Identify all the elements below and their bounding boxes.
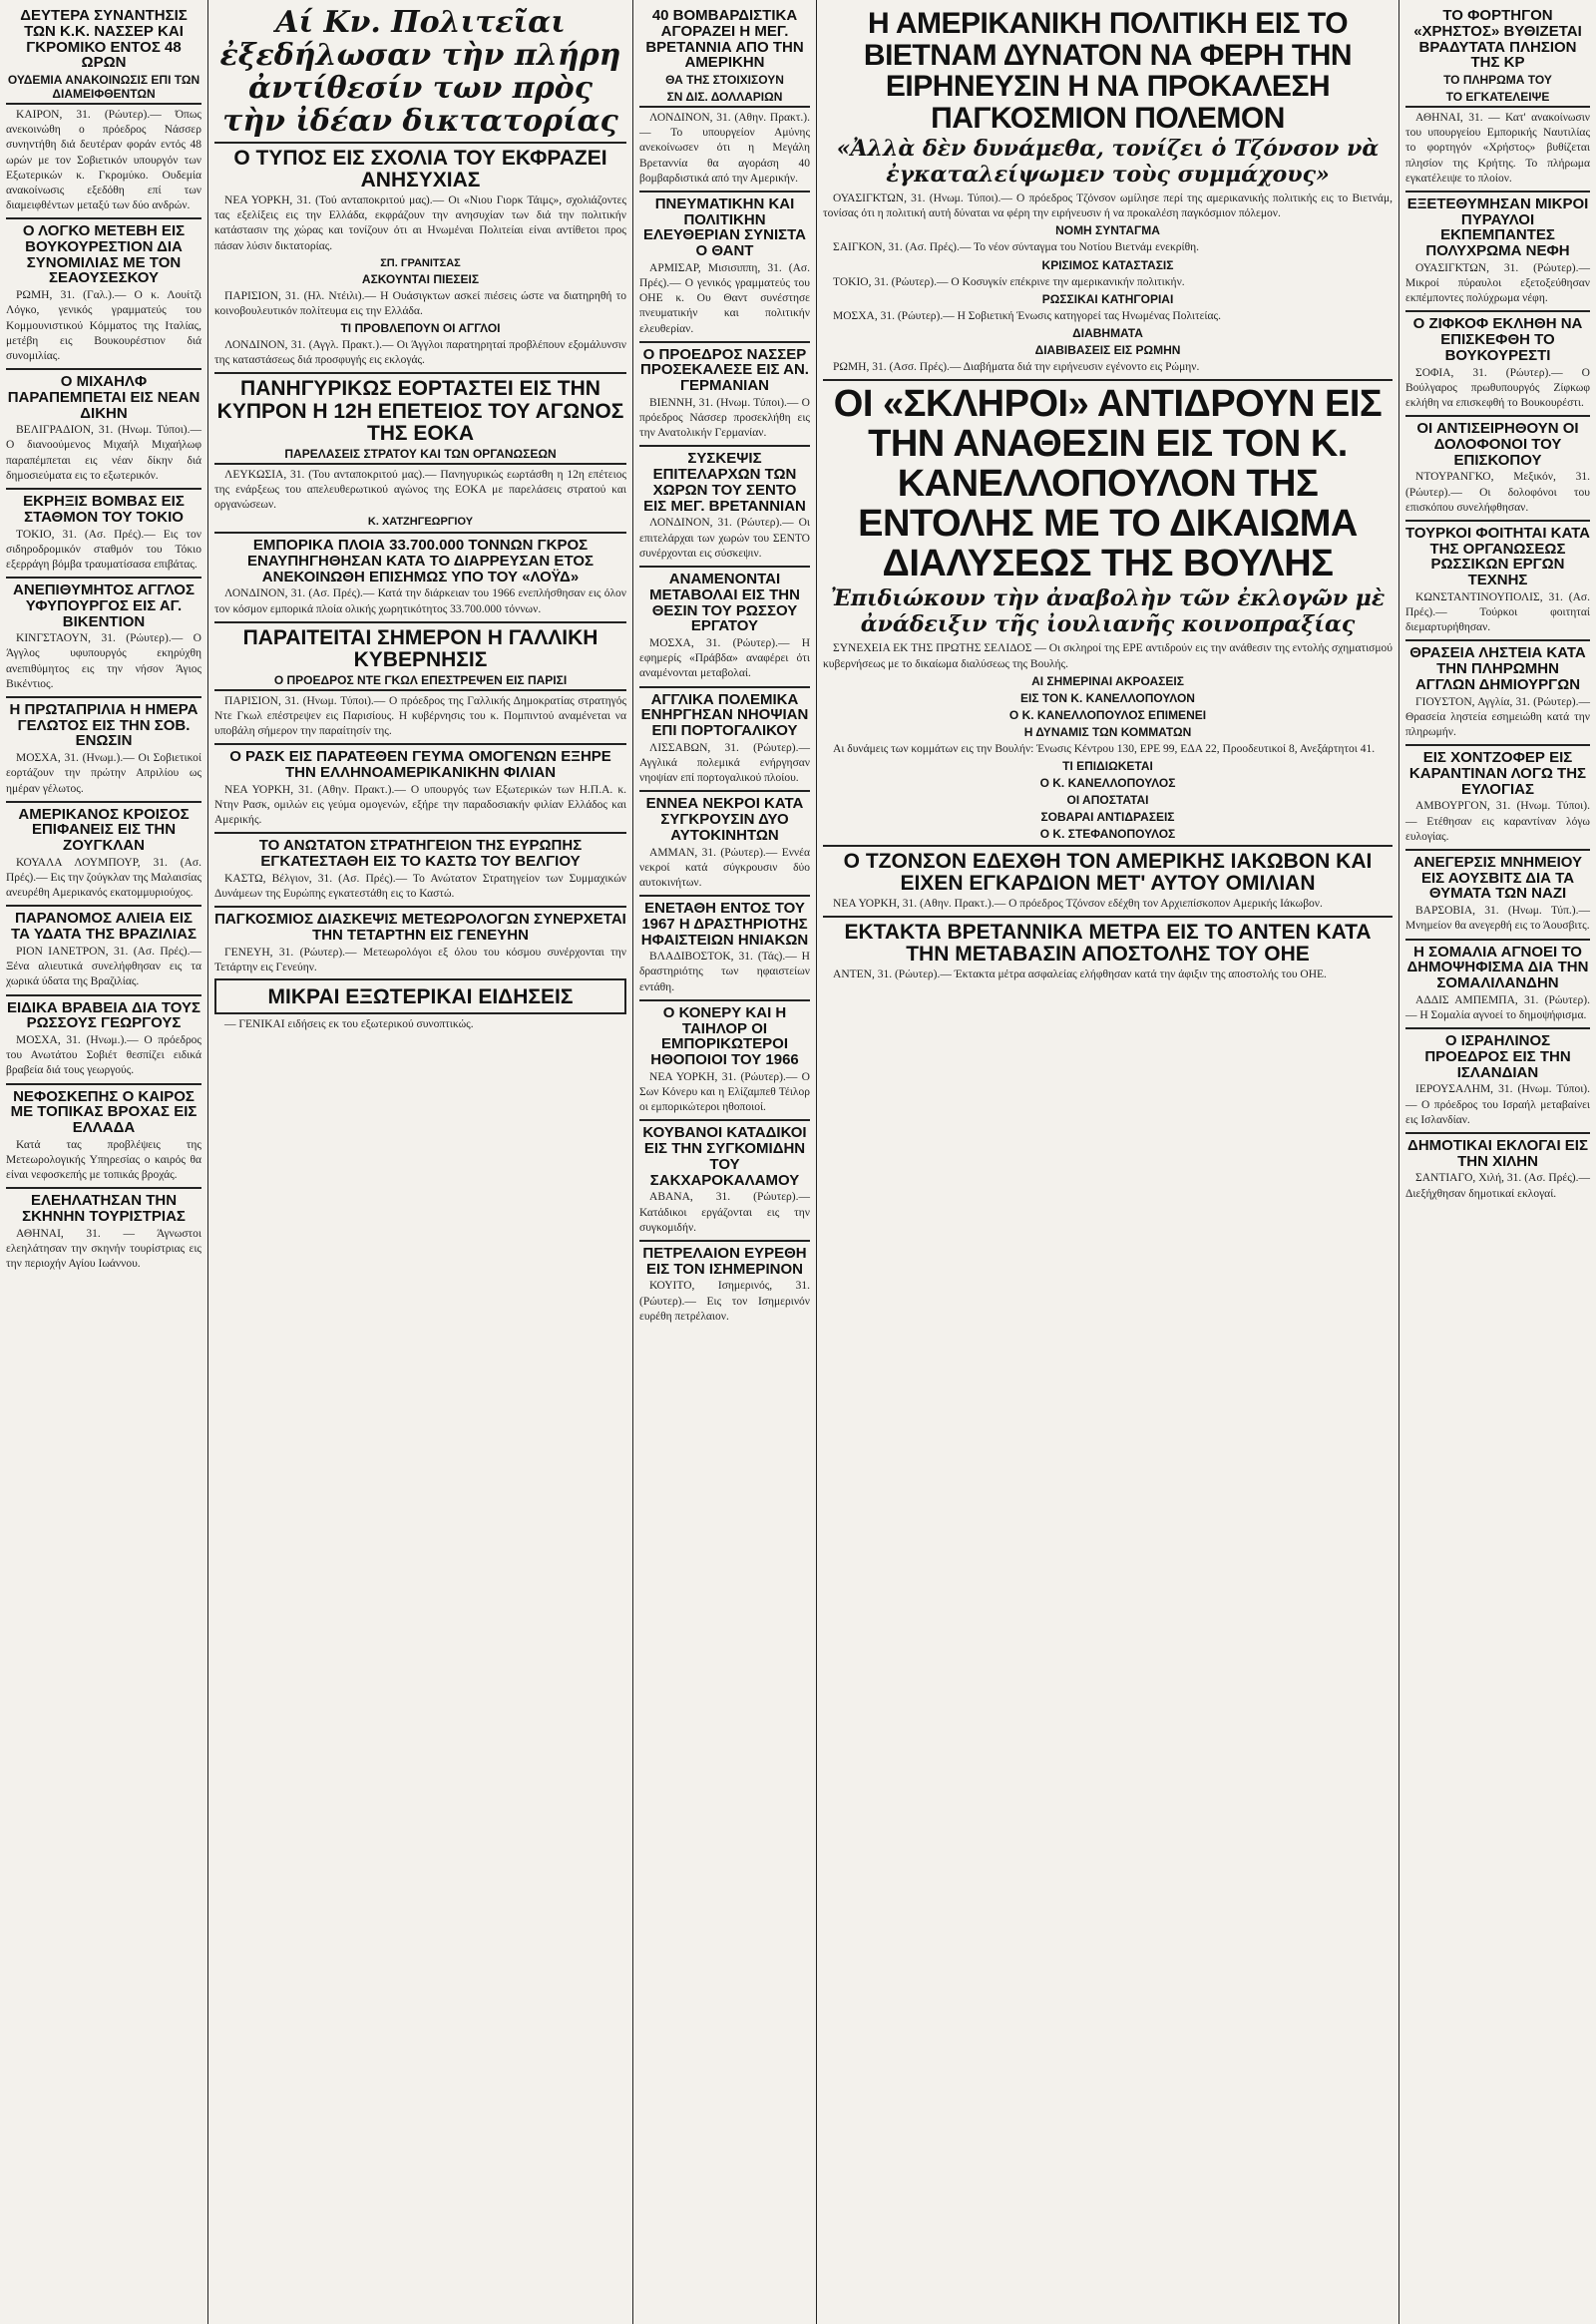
subheadline: ΝΟΜΗ ΣΥΝΤΑΓΜΑ — [1055, 223, 1160, 238]
headline: ΣΥΣΚΕΨΙΣ ΕΠΙΤΕΛΑΡΧΩΝ ΤΩΝ ΧΩΡΩΝ ΤΟΥ ΣΕΝΤΟ ΕΙΣ ΜΕΓ. ΒΡΕΤΑΝΝΙΑΝ — [643, 450, 806, 515]
article-text: ΙΕΡΟΥΣΑΛΗΜ, 31. (Ηνωμ. Τύποι).— Ο πρόεδρος του Ισραήλ μεταβαίνει εις Ισλανδίαν. — [1405, 1083, 1590, 1126]
article-text: ΒΙΕΝΝΗ, 31. (Ηνωμ. Τύποι).— Ο πρόεδρος Νάσσερ προσεκλήθη εις την Ανατολικήν Γερμανίαν. — [639, 396, 810, 440]
column-1 — [0, 0, 207, 2324]
article-text: ΚΟΥΙΤΟ, Ισημερινός, 31. (Ρώυτερ).— Εις τον Ισημερινόν ευρέθη πετρέλαιον. — [639, 1280, 810, 1323]
headline: ΑΓΓΛΙΚΑ ΠΟΛΕΜΙΚΑ ΕΝΗΡΓΗΣΑΝ ΝΗΟΨΙΑΝ ΕΠΙ ΠΟΡΤΟΓΑΛΙΚΟΥ — [640, 690, 809, 740]
article-text: ΚΩΝΣΤΑΝΤΙΝΟΥΠΟΛΙΣ, 31. (Ασ. Πρές).— Τούρκοι φοιτηταί διεμαρτυρήθησαν. — [1405, 590, 1590, 634]
headline: ΠΑΝΗΓΥΡΙΚΩΣ ΕΟΡΤΑΣΤΕΙ ΕΙΣ ΤΗΝ ΚΥΠΡΟΝ Η 12Η ΕΠΕΤΕΙΟΣ ΤΟΥ ΑΓΩΝΟΣ ΤΗΣ ΕΟΚΑ — [216, 377, 624, 445]
subheadline: ΣΟΒΑΡΑΙ ΑΝΤΙΔΡΑΣΕΙΣ — [1040, 810, 1175, 824]
subheadline: ΚΡΙΣΙΜΟΣ ΚΑΤΑΣΤΑΣΙΣ — [1041, 257, 1174, 272]
column-2 — [208, 0, 632, 2324]
article-text: — ΓΕΝΙΚΑΙ ειδήσεις εκ του εξωτερικού συνοπτικώς. — [224, 1018, 474, 1031]
article-text: ΑΡΜΙΣΑΡ, Μισισιππη, 31. (Ασ. Πρές).— Ο γενικός γραμματεύς του ΟΗΕ κ. Ου Θαντ συνέστησε πνευματικήν και πολιτικήν ελευθερίαν. — [639, 261, 810, 335]
headline: Ο ΖΙΦΚΟΦ ΕΚΛΗΘΗ ΝΑ ΕΠΙΣΚΕΦΘΗ ΤΟ ΒΟΥΚΟΥΡΕΣΤΙ — [1412, 315, 1583, 364]
column-5 — [1399, 0, 1596, 2324]
subheadline: ΟΙ ΑΠΟΣΤΑΤΑΙ — [1066, 793, 1149, 807]
article-text: ΝΕΑ ΥΟΡΚΗ, 31. (Αθην. Πρακτ.).— Ο υπουργός των Εξωτερικών των Η.Π.Α. κ. Ντην Ρασκ, ομιλών εις γεύμα ομογενών, εξήρε την παραδοσιακήν φιλίαν Ελλάδος και Αμερικής. — [214, 783, 626, 827]
divider — [6, 368, 201, 370]
headline: ΑΝΕΓΕΡΣΙΣ ΜΝΗΜΕΙΟΥ ΕΙΣ ΑΟΥΣΒΙΤΣ ΔΙΑ ΤΑ ΘΥΜΑΤΑ ΤΩΝ ΝΑΖΙ — [1412, 853, 1583, 903]
subheadline: ΤΙ ΠΡΟΒΛΕΠΟΥΝ ΟΙ ΑΓΓΛΟΙ — [340, 321, 501, 336]
divider — [214, 621, 626, 623]
headline: ΕΛΕΗΛΑΤΗΣΑΝ ΤΗΝ ΣΚΗΝΗΝ ΤΟΥΡΙΣΤΡΙΑΣ — [22, 1192, 186, 1226]
divider — [1405, 415, 1590, 417]
divider — [214, 532, 626, 534]
article-text: ΣΑΝΤΙΑΓΟ, Χιλή, 31. (Ασ. Πρές).— Διεξήχθησαν δημοτικαί εκλογαί. — [1405, 1172, 1590, 1200]
headline: ΔΕΥΤΕΡΑ ΣΥΝΑΝΤΗΣΙΣ ΤΩΝ Κ.Κ. ΝΑΣΣΕΡ ΚΑΙ ΓΚΡΟΜΙΚΟ ΕΝΤΟΣ 48 ΩΡΩΝ — [20, 7, 188, 72]
divider — [6, 1187, 201, 1189]
divider — [639, 341, 810, 343]
headline: ΘΡΑΣΕΙΑ ΛΗΣΤΕΙΑ ΚΑΤΑ ΤΗΝ ΠΛΗΡΩΜΗΝ ΑΓΓΛΩΝ ΔΗΜΙΟΥΡΓΩΝ — [1409, 644, 1586, 693]
headline: Ο ΙΣΡΑΗΛΙΝΟΣ ΠΡΟΕΔΡΟΣ ΕΙΣ ΤΗΝ ΙΣΛΑΝΔΙΑΝ — [1424, 1032, 1571, 1081]
headline: ΕΙΔΙΚΑ ΒΡΑΒΕΙΑ ΔΙΑ ΤΟΥΣ ΡΩΣΣΟΥΣ ΓΕΩΡΓΟΥΣ — [6, 998, 201, 1032]
headline: Ο ΚΟΝΕΡΥ ΚΑΙ Η ΤΑΙΗΛΟΡ ΟΙ ΕΜΠΟΡΙΚΩΤΕΡΟΙ ΗΘΟΠΟΙΟΙ ΤΟΥ 1966 — [650, 1003, 799, 1069]
subheadline: ΤΟ ΠΛΗΡΩΜΑ ΤΟΥ — [1443, 73, 1552, 87]
subheadline: Ο Κ. ΚΑΝΕΛΛΟΠΟΥΛΟΣ ΕΠΙΜΕΝΕΙ — [1008, 707, 1207, 722]
divider — [6, 905, 201, 907]
divider — [639, 999, 810, 1001]
article-text: ΓΙΟΥΣΤΟΝ, Αγγλία, 31. (Ρώυτερ).— Θρασεία ληστεία εσημειώθη κατά την πληρωμήν. — [1405, 695, 1590, 739]
lead-headline: Αί Κν. Πολιτεῖαι ἐξεδήλωσαν τὴν πλήρη ἀντίθεσίν των πρὸς τὴν ἰδέαν δικτατορίας — [219, 5, 621, 139]
article-text: ΑΒΑΝΑ, 31. (Ρώυτερ).— Κατάδικοι εργάζονται εις την συγκομιδήν. — [639, 1191, 810, 1234]
article-text: ΑΔΔΙΣ ΑΜΠΕΜΠΑ, 31. (Ρώυτερ).— Η Σομαλία αγνοεί το δημοψήφισμα. — [1405, 993, 1590, 1021]
headline: Ο ΤΥΠΟΣ ΕΙΣ ΣΧΟΛΙΑ ΤΟΥ ΕΚΦΡΑΖΕΙ ΑΝΗΣΥΧΙΑΣ — [233, 147, 607, 193]
subheadline: Ο Κ. ΣΤΕΦΑΝΟΠΟΥΛΟΣ — [1039, 827, 1176, 841]
divider — [214, 142, 626, 144]
headline: ΜΙΚΡΑΙ ΕΞΩΤΕΡΙΚΑΙ ΕΙΔΗΣΕΙΣ — [267, 985, 574, 1009]
headline: ΠΑΓΚΟΣΜΙΟΣ ΔΙΑΣΚΕΨΙΣ ΜΕΤΕΩΡΟΛΟΓΩΝ ΣΥΝΕΡΧΕΤΑΙ ΤΗΝ ΤΕΤΑΡΤΗΝ ΕΙΣ ΓΕΝΕΥΗΝ — [214, 911, 626, 944]
article-text: ΛΟΝΔΙΝΟΝ, 31. (Αθην. Πρακτ.).— Το υπουργείον Αμύνης ανεκοίνωσεν ότι η Μεγάλη Βρεταννία θα αγοράση 40 βομβαρδιστικά από την Αμερικήν. — [639, 112, 810, 185]
article-text: ΝΕΑ ΥΟΡΚΗ, 31. (Τού ανταποκριτού μας).— Οι «Νιου Γιορκ Τάιμς», σχολιάζοντες τας εξελίξεις εις την Ελλάδα, εκφράζουν την ανησυχίαν των διά την πολιτικήν κατάστασιν της χώρας και τονίζουν ότι αι Ηνωμέναι Πολιτείαι είναι αντίθετοι προς πάσαν λύσιν δικτατορίας. — [214, 194, 626, 252]
italic-subheadline: «Ἀλλὰ δὲν δυνάμεθα, τονίζει ὁ Τζόνσον νὰ ἐγκαταλείψωμεν τοὺς συμμάχους» — [836, 136, 1380, 188]
divider — [639, 1119, 810, 1121]
headline: ΕΙΣ ΧΟΝΤΖΟΦΕΡ ΕΙΣ ΚΑΡΑΝΤΙΝΑΝ ΛΟΓΩ ΤΗΣ ΕΥΛΟΓΙΑΣ — [1408, 749, 1587, 798]
divider — [214, 832, 626, 834]
column-3 — [633, 0, 816, 2324]
divider — [6, 217, 201, 219]
headline: ΠΑΡΑΝΟΜΟΣ ΑΛΙΕΙΑ ΕΙΣ ΤΑ ΥΔΑΤΑ ΤΗΣ ΒΡΑΖΙΛΙΑΣ — [11, 910, 197, 944]
lead-headline: ΟΙ «ΣΚΛΗΡΟΙ» ΑΝΤΙΔΡΟΥΝ ΕΙΣ ΤΗΝ ΑΝΑΘΕΣΙΝ ΕΙΣ ΤΟΝ Κ. ΚΑΝΕΛΛΟΠΟΥΛΟΝ ΤΗΣ ΕΝΤΟΛΗΣ ΜΕ ΤΟ ΔΙΚΑΙΩΜΑ ΔΙΑΛΥΣΕΩΣ ΤΗΣ ΒΟΥΛΗΣ — [833, 383, 1383, 584]
headline: ΕΚΡΗΞΙΣ ΒΟΜΒΑΣ ΕΙΣ ΣΤΑΘΜΟΝ ΤΟΥ ΤΟΚΙΟ — [23, 493, 185, 526]
divider — [214, 906, 626, 908]
divider — [214, 743, 626, 745]
article-text: ΚΙΝΓΣΤΑΟΥΝ, 31. (Ρώυτερ).— Ο Άγγλος υφυπουργός εκηρύχθη ανεπιθύμητος εις την νήσον Άγιος Βικέντιος. — [6, 632, 201, 690]
headline: Η ΠΡΩΤΑΠΡΙΛΙΑ Η ΗΜΕΡΑ ΓΕΛΩΤΟΣ ΕΙΣ ΤΗΝ ΣΟΒ. ΕΝΩΣΙΝ — [9, 700, 199, 750]
subheadline: ΟΥΔΕΜΙΑ ΑΝΑΚΟΙΝΩΣΙΣ ΕΠΙ ΤΩΝ ΔΙΑΜΕΙΦΘΕΝΤΩΝ — [6, 73, 201, 105]
subheadline: ΔΙΑΒΙΒΑΣΕΙΣ ΕΙΣ ΡΩΜΗΝ — [1034, 342, 1181, 357]
divider — [1405, 744, 1590, 746]
article-text: ΜΟΣΧΑ, 31. (Ηνωμ.).— Οι Σοβιετικοί εορτάζουν την πρώτην Απριλίου ως ημέραν γέλωτος. — [6, 752, 201, 795]
article-text: ΜΟΣΧΑ, 31. (Ρώυτερ).— Η εφημερίς «Πράβδα» αναφέρει ότι αναμένονται μεταβολαί. — [639, 637, 810, 680]
headline: Ο ΠΡΟΕΔΡΟΣ ΝΑΣΣΕΡ ΠΡΟΣΕΚΑΛΕΣΕ ΕΙΣ ΑΝ. ΓΕΡΜΑΝΙΑΝ — [640, 345, 809, 395]
headline: ΑΝΑΜΕΝΟΝΤΑΙ ΜΕΤΑΒΟΛΑΙ ΕΙΣ ΤΗΝ ΘΕΣΙΝ ΤΟΥ ΡΩΣΣΟΥ ΕΡΓΑΤΟΥ — [649, 571, 800, 635]
headline: Ο ΤΖΟΝΣΟΝ ΕΔΕΧΘΗ ΤΟΝ ΑΜΕΡΙΚΗΣ ΙΑΚΩΒΟΝ ΚΑΙ ΕΙΧΕΝ ΕΓΚΑΡΔΙΟΝ ΜΕΤ' ΑΥΤΟΥ ΟΜΙΛΙΑΝ — [843, 850, 1373, 896]
subheadline: ΔΙΑΒΗΜΑΤΑ — [1072, 325, 1143, 340]
article-text: ΒΕΛΙΓΡΑΔΙΟΝ, 31. (Ηνωμ. Τύποι).— Ο διανοούμενος Μιχαήλ Μιχαήλωφ παραπέμπεται εις νέαν δίκην διά δημοσιεύματα εις το εξωτερικόν. — [6, 424, 201, 482]
divider — [6, 696, 201, 698]
article-text: ΒΛΑΔΙΒΟΣΤΟΚ, 31. (Τάς).— Η δραστηριότης των ηφαιστείων εντάθη. — [639, 951, 810, 993]
byline: ΣΠ. ΓΡΑΝΙΤΣΑΣ — [380, 256, 461, 269]
divider — [823, 845, 1393, 847]
article-text: ΡΩΜΗ, 31. (Ασσ. Πρές).— Διαβήματα διά την ειρήνευσιν εγένοντο εις Ρώμην. — [833, 360, 1200, 373]
divider — [1405, 939, 1590, 941]
headline: Ο ΡΑΣΚ ΕΙΣ ΠΑΡΑΤΕΘΕΝ ΓΕΥΜΑ ΟΜΟΓΕΝΩΝ ΕΞΗΡΕ ΤΗΝ ΕΛΛΗΝΟΑΜΕΡΙΚΑΝΙΚΗΝ ΦΙΛΙΑΝ — [229, 748, 611, 782]
article-text: ΡΩΜΗ, 31. (Γαλ.).— Ο κ. Λουίτζι Λόγκο, γενικός γραμματεύς του Κομμουνιστικού Κόμματος της Ιταλίας, μετέβη εις Βουκουρέστιον διά συνομιλίας. — [6, 289, 201, 362]
headline: Η ΣΟΜΑΛΙΑ ΑΓΝΟΕΙ ΤΟ ΔΗΜΟΨΗΦΙΣΜΑ ΔΙΑ ΤΗΝ ΣΟΜΑΛΙΛΑΝΔΗΝ — [1406, 943, 1589, 992]
article-text: ΝΤΟΥΡΑΝΓΚΟ, Μεξικόν, 31. (Ρώυτερ).— Οι δολοφόνοι του επισκόπου συνελήφθησαν. — [1405, 471, 1590, 514]
headline: Ο ΛΟΓΚΟ ΜΕΤΕΒΗ ΕΙΣ ΒΟΥΚΟΥΡΕΣΤΙΟΝ ΔΙΑ ΣΥΝΟΜΙΛΙΑΣ ΜΕ ΤΟΝ ΣΕΑΟΥΣΕΣΚΟΥ — [22, 222, 186, 287]
subheadline: ΘΑ ΤΗΣ ΣΤΟΙΧΙΣΟΥΝ — [665, 73, 784, 87]
divider — [639, 790, 810, 792]
column-4 — [817, 0, 1398, 2324]
divider — [1405, 1132, 1590, 1134]
subheadline: ΤΟ ΕΓΚΑΤΕΛΕΙΨΕ — [1405, 90, 1590, 108]
article-text: ΑΘΗΝΑΙ, 31. — Κατ' ανακοίνωσιν του υπουργείου Εμπορικής Ναυτιλίας το φορτηγόν «Χρήστος» βυθίζεται πλησίον της Κρήτης. Το πλήρωμα εγκατέλειψε το πλοίον. — [1405, 112, 1590, 185]
divider — [6, 1083, 201, 1085]
article-text: ΛΟΝΔΙΝΟΝ, 31. (Αγγλ. Πρακτ.).— Οι Άγγλοι παρατηρηταί προβλέπουν εξομάλυνσιν της καταστάσεως διά προσφυγής εις εκλογάς. — [214, 339, 626, 367]
headline: ΕΜΠΟΡΙΚΑ ΠΛΟΙΑ 33.700.000 ΤΟΝΝΩΝ ΓΚΡΟΣ ΕΝΑΥΠΗΓΗΘΗΣΑΝ ΚΑΤΑ ΤΟ ΔΙΑΡΡΕΥΣΑΝ ΕΤΟΣ ΑΝΕΚΟΙΝΩΘΗ ΕΠΙΣΗΜΩΣ ΥΠΟ ΤΟΥ «ΛΟΫΔ» — [247, 537, 594, 585]
headline: ΟΙ ΑΝΤΙΣΕΙΡΗΘΟΥΝ ΟΙ ΔΟΛΟΦΟΝΟΙ ΤΟΥ ΕΠΙΣΚΟΠΟΥ — [1416, 420, 1579, 469]
article-text: ΛΟΝΔΙΝΟΝ, 31. (Ασ. Πρές).— Κατά την διάρκειαν του 1966 ενεπλήσθησαν εις όλον τον κόσμον εμπορικά πλοία ολικής χωρητικότητος 33.700.000 τόννων. — [214, 587, 626, 615]
article-text: ΤΟΚΙΟ, 31. (Ρώυτερ).— Ο Κοσυγκίν επέκρινε την αμερικανικήν πολιτικήν. — [833, 275, 1185, 288]
headline: ΠΕΤΡΕΛΑΙΟΝ ΕΥΡΕΘΗ ΕΙΣ ΤΟΝ ΙΣΗΜΕΡΙΝΟΝ — [642, 1244, 807, 1278]
article-text: ΣΟΦΙΑ, 31. (Ρώυτερ).— Ο Βούλγαρος πρωθυπουργός Ζίφκωφ εκλήθη να επισκεφθή το Βουκουρέστι. — [1405, 366, 1590, 409]
italic-subheadline: Ἐπιδιώκουν τὴν ἀναβολὴν τῶν ἐκλογῶν μὲ ἀνάδειξιν τῆς ἰουλιανῆς κοινοπραξίας — [830, 585, 1386, 638]
headline: 40 ΒΟΜΒΑΡΔΙΣΤΙΚΑ ΑΓΟΡΑΖΕΙ Η ΜΕΓ. ΒΡΕΤΑΝΝΙΑ ΑΠΟ ΤΗΝ ΑΜΕΡΙΚΗΝ — [645, 7, 804, 72]
subheadline: ΣΝ ΔΙΣ. ΔΟΛΛΑΡΙΩΝ — [639, 90, 810, 108]
divider — [6, 488, 201, 490]
divider — [6, 577, 201, 579]
article-text: ΚΑΣΤΩ, Βέλγιον, 31. (Ασ. Πρές).— Το Ανώτατον Στρατηγείον των Συμμαχικών Δυνάμεων της Ευρώπης εγκατεστάθη εις το Καστώ. — [214, 872, 626, 901]
divider — [214, 372, 626, 374]
divider — [823, 379, 1393, 381]
divider — [639, 1240, 810, 1242]
divider — [639, 895, 810, 897]
headline: ΕΚΤΑΚΤΑ ΒΡΕΤΑΝΝΙΚΑ ΜΕΤΡΑ ΕΙΣ ΤΟ ΑΝΤΕΝ ΚΑΤΑ ΤΗΝ ΜΕΤΑΒΑΣΙΝ ΑΠΟΣΤΟΛΗΣ ΤΟΥ ΟΗΕ — [844, 921, 1372, 967]
subheadline: ΕΙΣ ΤΟΝ Κ. ΚΑΝΕΛΛΟΠΟΥΛΟΝ — [1020, 690, 1195, 705]
headline: ΤΟ ΦΟΡΤΗΓΟΝ «ΧΡΗΣΤΟΣ» ΒΥΘΙΖΕΤΑΙ ΒΡΑΔΥΤΑΤΑ ΠΛΗΣΙΟΝ ΤΗΣ ΚΡ — [1413, 7, 1582, 72]
byline: Κ. ΧΑΤΖΗΓΕΩΡΓΙΟΥ — [367, 516, 474, 529]
headline: ΕΝΝΕΑ ΝΕΚΡΟΙ ΚΑΤΑ ΣΥΓΚΡΟΥΣΙΝ ΔΥΟ ΑΥΤΟΚΙΝΗΤΩΝ — [645, 795, 804, 844]
headline: ΚΟΥΒΑΝΟΙ ΚΑΤΑΔΙΚΟΙ ΕΙΣ ΤΗΝ ΣΥΓΚΟΜΙΔΗΝ ΤΟΥ ΣΑΚΧΑΡΟΚΑΛΑΜΟΥ — [642, 1124, 807, 1189]
article-text: ΚΑΙΡΟΝ, 31. (Ρώυτερ).— Όπως ανεκοινώθη ο πρόεδρος Νάσσερ συνηντήθη διά δευτέραν φοράν εντός 48 ωρών με τον Σοβιετικόν υπουργόν των Εξωτερικών κ. Γκρομύκο. Ουδεμία ανακοίνωσις εξεδόθη επί των διαμειφθέντων μεταξύ των δύο ανδρών. — [6, 109, 201, 212]
article-text: ΠΑΡΙΣΙΟΝ, 31. (Ηλ. Ντέιλι).— Η Ουάσιγκτων ασκεί πιέσεις ώστε να διατηρηθή το κοινοβουλευτικόν πολίτευμα εις την Ελλάδα. — [214, 289, 626, 317]
divider — [639, 445, 810, 447]
headline: ΠΝΕΥΜΑΤΙΚΗΝ ΚΑΙ ΠΟΛΙΤΙΚΗΝ ΕΛΕΥΘΕΡΙΑΝ ΣΥΝΙΣΤΑ Ο ΘΑΝΤ — [642, 194, 806, 260]
article-text: ΠΑΡΙΣΙΟΝ, 31. (Ηνωμ. Τύποι).— Ο πρόεδρος της Γαλλικής Δημοκρατίας στρατηγός Ντε Γκωλ επέστρεψεν εις Παρισίους. Η κυβέρνησις του κ. Πομπιντού αναμένεται να υποβάλη σήμερον την παραίτησίν της. — [214, 694, 626, 738]
article-text: ΟΥΑΣΙΓΚΤΩΝ, 31. (Ηνωμ. Τύποι).— Ο πρόεδρος Τζόνσον ωμίλησε περί της αμερικανικής πολιτικής εις το Βιετνάμ, τονίσας ότι η πολιτική αυτή δύναται να φέρη την ειρήνευσιν ή να προκαλέση παγκόσμιον πόλεμον. — [823, 193, 1393, 220]
article-text: ΒΑΡΣΟΒΙΑ, 31. (Ηνωμ. Τύπ.).— Μνημείον θα ανεγερθή εις το Άουσβιτς. — [1405, 905, 1590, 933]
subheadline: ΠΑΡΕΛΑΣΕΙΣ ΣΤΡΑΤΟΥ ΚΑΙ ΤΩΝ ΟΡΓΑΝΩΣΕΩΝ — [214, 447, 626, 465]
headline: ΔΗΜΟΤΙΚΑΙ ΕΚΛΟΓΑΙ ΕΙΣ ΤΗΝ ΧΙΛΗΝ — [1407, 1136, 1588, 1170]
article-text: ΤΟΚΙΟ, 31. (Ασ. Πρές).— Εις τον σιδηροδρομικόν σταθμόν του Τόκιο εξερράγη βόμβα τραυματίσασα επιβάτας. — [6, 528, 201, 571]
article-text: ΝΕΑ ΥΟΡΚΗ, 31. (Αθην. Πρακτ.).— Ο πρόεδρος Τζόνσον εδέχθη τον Αρχιεπίσκοπον Αμερικής Ιάκωβον. — [833, 898, 1323, 911]
headline: ΤΟΥΡΚΟΙ ΦΟΙΤΗΤΑΙ ΚΑΤΑ ΤΗΣ ΟΡΓΑΝΩΣΕΩΣ ΡΩΣΣΙΚΩΝ ΕΡΓΩΝ ΤΕΧΝΗΣ — [1405, 524, 1590, 589]
article-text: ΚΟΥΑΛΑ ΛΟΥΜΠΟΥΡ, 31. (Ασ. Πρές).— Εις την ζούγκλαν της Μαλαισίας ανευρέθη Αμερικανός εκατομμυριούχος. — [6, 856, 201, 900]
divider — [6, 994, 201, 996]
article-text: ΜΟΣΧΑ, 31. (Ρώυτερ).— Η Σοβιετική Ένωσις κατηγορεί τας Ηνωμένας Πολιτείας. — [833, 309, 1221, 322]
divider — [1405, 310, 1590, 312]
divider — [1405, 520, 1590, 522]
subheadline: ΡΩΣΣΙΚΑΙ ΚΑΤΗΓΟΡΙΑΙ — [1041, 291, 1174, 306]
article-text: ΡΙΟΝ ΙΑΝΕΤΡΟΝ, 31. (Ασ. Πρές).— Ξένα αλιευτικά συνελήφθησαν εις τα χωρικά ύδατα της Βραζιλίας. — [6, 945, 201, 988]
article-text: Αι δυνάμεις των κομμάτων εις την Βουλήν: Ένωσις Κέντρου 130, ΕΡΕ 99, ΕΔΑ 22, Προοδευτικοί 8, Ανεξάρτητοι 41. — [833, 742, 1376, 755]
article-text: ΟΥΑΣΙΓΚΤΩΝ, 31. (Ρώυτερ).— Μικροί πύραυλοι εξετοξεύθησαν εκπέμποντες πολύχρωμα νέφη. — [1405, 261, 1590, 305]
headline: ΕΝΕΤΑΘΗ ΕΝΤΟΣ ΤΟΥ 1967 Η ΔΡΑΣΤΗΡΙΟΤΗΣ ΗΦΑΙΣΤΕΙΩΝ ΗΝΙΑΚΩΝ — [640, 900, 809, 949]
headline: Ο ΜΙΧΑΗΛΦ ΠΑΡΑΠΕΜΠΕΤΑΙ ΕΙΣ ΝΕΑΝ ΔΙΚΗΝ — [7, 373, 200, 422]
article-text: ΣΑΙΓΚΟΝ, 31. (Ασ. Πρές).— Το νέον σύνταγμα του Νοτίου Βιετνάμ ενεκρίθη. — [833, 241, 1199, 254]
subheadline: ΤΙ ΕΠΙΔΙΩΚΕΤΑΙ — [1062, 759, 1153, 773]
divider — [1405, 191, 1590, 193]
headline: ΝΕΦΟΣΚΕΠΗΣ Ο ΚΑΙΡΟΣ ΜΕ ΤΟΠΙΚΑΣ ΒΡΟΧΑΣ ΕΙΣ ΕΛΛΑΔΑ — [10, 1087, 198, 1137]
subheadline: ΑΣΚΟΥΝΤΑΙ ΠΙΕΣΕΙΣ — [361, 271, 480, 286]
article-text: ΝΕΑ ΥΟΡΚΗ, 31. (Ρώυτερ).— Ο Σων Κόνερυ και η Ελίζαμπεθ Τέιλορ οι εμπορικώτεροι ηθοποιοί. — [639, 1070, 810, 1114]
headline: ΠΑΡΑΙΤΕΙΤΑΙ ΣΗΜΕΡΟΝ Η ΓΑΛΛΙΚΗ ΚΥΒΕΡΝΗΣΙΣ — [242, 625, 598, 671]
lead-headline: Η ΑΜΕΡΙΚΑΝΙΚΗ ΠΟΛΙΤΙΚΗ ΕΙΣ ΤΟ ΒΙΕΤΝΑΜ ΔΥΝΑΤΟΝ ΝΑ ΦΕΡΗ ΤΗΝ ΕΙΡΗΝΕΥΣΙΝ Η ΝΑ ΠΡΟΚΑΛΕΣΗ ΠΑΓΚΟΣΜΙΟΝ ΠΟΛΕΜΟΝ — [863, 7, 1353, 135]
article-text: ΑΘΗΝΑΙ, 31. — Άγνωστοι ελεηλάτησαν την σκηνήν τουρίστριας εις την περιοχήν Αγίου Ιωάννου. — [6, 1227, 201, 1271]
article-text: ΑΜΒΟΥΡΓΟΝ, 31. (Ηνωμ. Τύποι).— Ετέθησαν εις καραντίναν λόγω ευλογίας. — [1405, 800, 1590, 843]
article-text: ΣΥΝΕΧΕΙΑ ΕΚ ΤΗΣ ΠΡΩΤΗΣ ΣΕΛΙΔΟΣ — Οι σκληροί της ΕΡΕ αντιδρούν εις την ανάθεσιν της εντολής σχηματισμού κυβερνήσεως με το δικαίωμα διαλύσεως της Βουλής. — [823, 642, 1393, 670]
divider — [639, 191, 810, 193]
divider — [1405, 1027, 1590, 1029]
headline: ΕΞΕΤΕΘΥΜΗΣΑΝ ΜΙΚΡΟΙ ΠΥΡΑΥΛΟΙ ΕΚΠΕΜΠΑΝΤΕΣ ΠΟΛΥΧΡΩΜΑ ΝΕΦΗ — [1406, 194, 1589, 260]
subheadline: Η ΔΥΝΑΜΙΣ ΤΩΝ ΚΟΜΜΑΤΩΝ — [1023, 724, 1192, 739]
article-text: ΛΟΝΔΙΝΟΝ, 31. (Ρώυτερ).— Οι επιτελάρχαι των χωρών του ΣΕΝΤΟ συνέρχονται εις σύσκεψιν. — [639, 517, 810, 560]
article-text: ΓΕΝΕΥΗ, 31. (Ρώυτερ).— Μετεωρολόγοι εξ όλου του κόσμου συνέρχονται την Τετάρτην εις Γενεύην. — [214, 946, 626, 973]
divider — [823, 916, 1393, 918]
article-text: ΑΜΜΑΝ, 31. (Ρώυτερ).— Εννέα νεκροί κατά σύγκρουσιν δύο αυτοκινήτων. — [639, 846, 810, 889]
section-box — [214, 978, 626, 1014]
divider — [1405, 639, 1590, 641]
headline: ΑΜΕΡΙΚΑΝΟΣ ΚΡΟΙΣΟΣ ΕΠΙΦΑΝΕΙΣ ΕΙΣ ΤΗΝ ΖΟΥΓΚΛΑΝ — [18, 805, 190, 855]
headline: ΤΟ ΑΝΩΤΑΤΟΝ ΣΤΡΑΤΗΓΕΙΟΝ ΤΗΣ ΕΥΡΩΠΗΣ ΕΓΚΑΤΕΣΤΑΘΗ ΕΙΣ ΤΟ ΚΑΣΤΩ ΤΟΥ ΒΕΛΓΙΟΥ — [258, 837, 583, 871]
subheadline: Ο ΠΡΟΕΔΡΟΣ ΝΤΕ ΓΚΩΛ ΕΠΕΣΤΡΕΨΕΝ ΕΙΣ ΠΑΡΙΣΙ — [214, 673, 626, 691]
article-text: ΜΟΣΧΑ, 31. (Ηνωμ.).— Ο πρόεδρος του Ανωτάτου Σοβιέτ θεσπίζει ειδικά βραβεία διά τους γεωργούς. — [6, 1034, 201, 1077]
article-text: ΛΕΥΚΩΣΙΑ, 31. (Του ανταποκριτού μας).— Πανηγυρικώς εωρτάσθη η 12η επέτειος της ενάρξεως του απελευθερωτικού αγώνος της ΕΟΚΑ με παρελάσεις στρατού και οργανώσεων. — [214, 468, 626, 511]
subheadline: ΑΙ ΣΗΜΕΡΙΝΑΙ ΑΚΡΟΑΣΕΙΣ — [1031, 673, 1184, 688]
article-text: Κατά τας προβλέψεις της Μετεωρολογικής Υπηρεσίας ο καιρός θα είναι νεφοσκεπής με τοπικάς βροχάς. — [6, 1138, 201, 1182]
subheadline: Ο Κ. ΚΑΝΕΛΛΟΠΟΥΛΟΣ — [1039, 776, 1176, 790]
article-text: ΑΝΤΕΝ, 31. (Ρώυτερ).— Έκτακτα μέτρα ασφαλείας ελήφθησαν κατά την άφιξιν της αποστολής του ΟΗΕ. — [833, 968, 1327, 981]
article-text: ΛΙΣΣΑΒΩΝ, 31. (Ρώυτερ).— Αγγλικά πολεμικά ενήργησαν νηοψίαν επί πορτογαλικού πλοίου. — [639, 741, 810, 785]
divider — [639, 566, 810, 568]
divider — [1405, 849, 1590, 851]
divider — [639, 686, 810, 688]
headline: ΑΝΕΠΙΘΥΜΗΤΟΣ ΑΓΓΛΟΣ ΥΦΥΠΟΥΡΓΟΣ ΕΙΣ ΑΓ. ΒΙΚΕΝΤΙΟΝ — [13, 581, 195, 630]
divider — [6, 801, 201, 803]
